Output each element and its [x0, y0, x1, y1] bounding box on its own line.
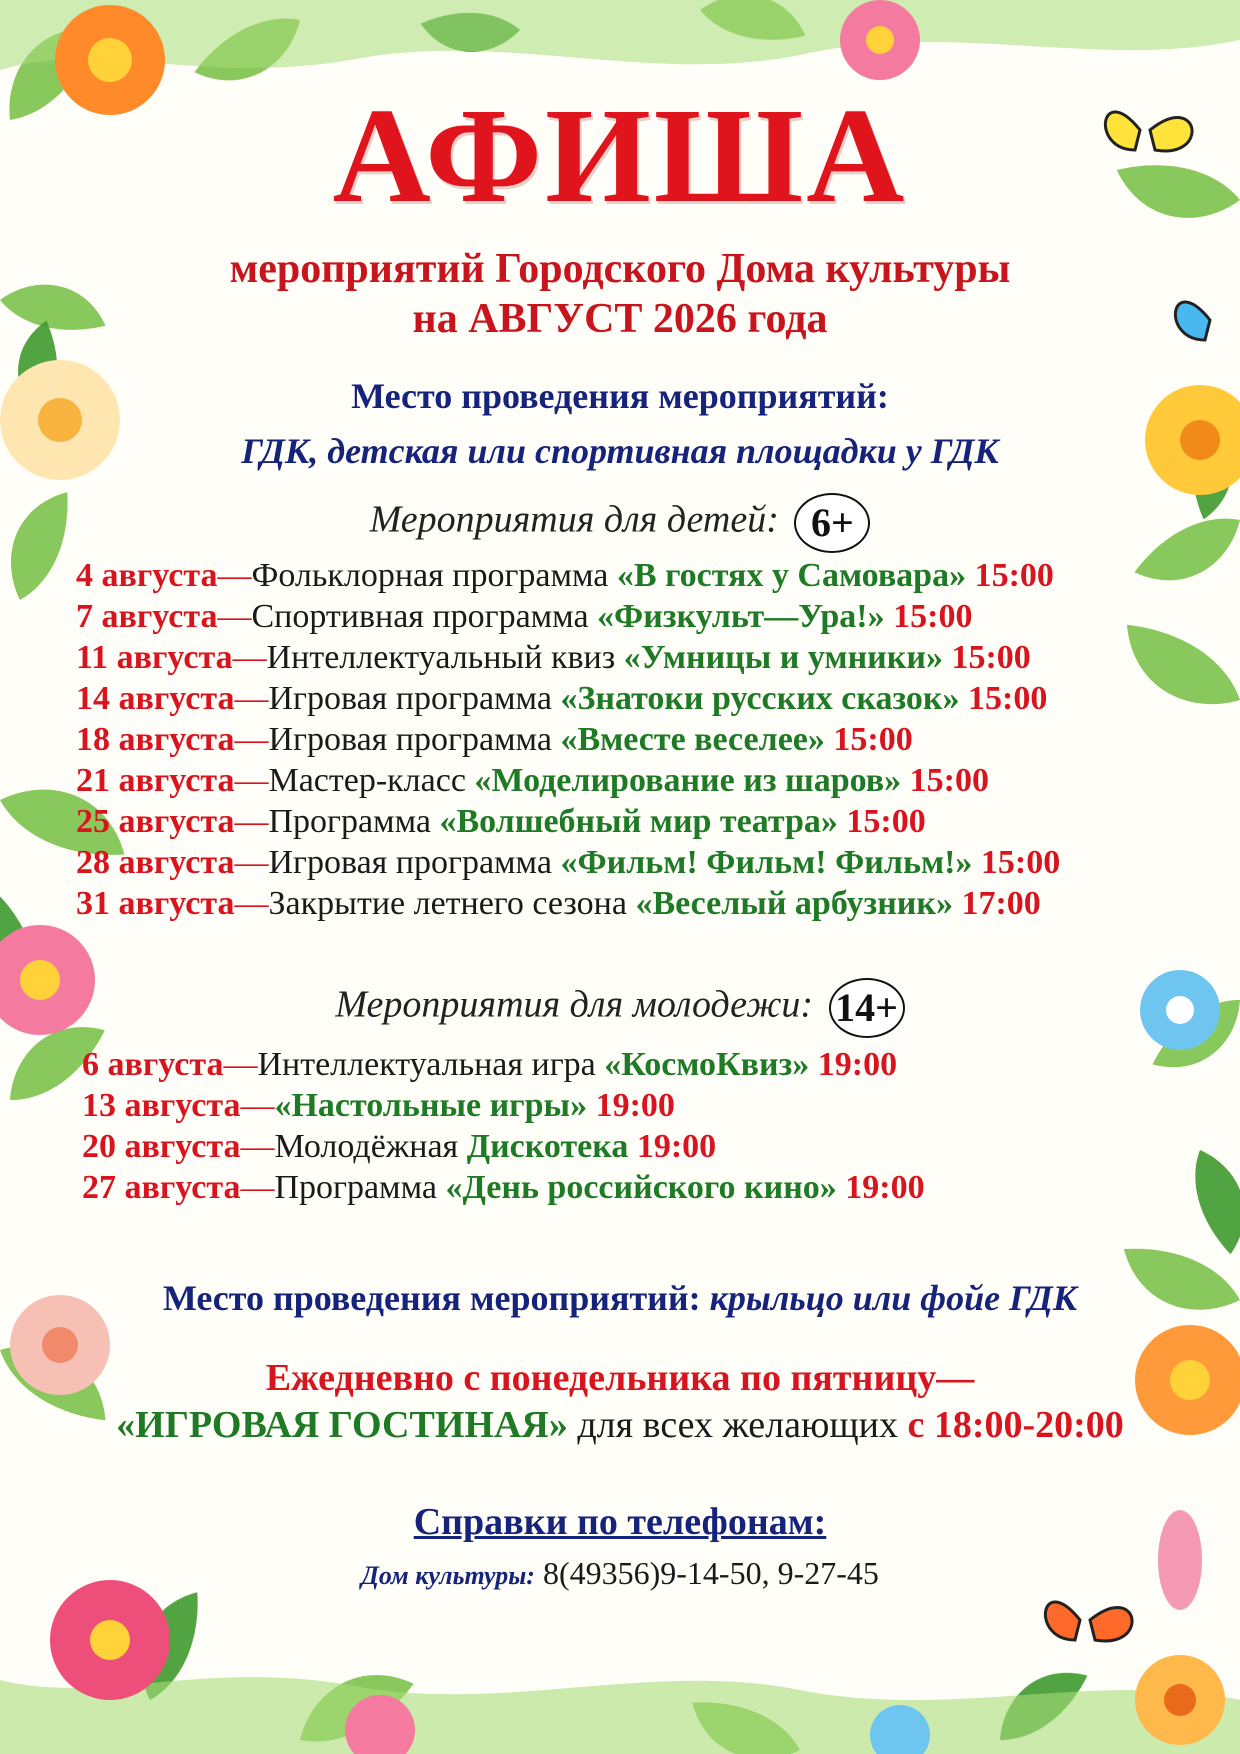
venue2-line: [0, 1277, 1240, 1319]
event-row: 13 августа—«Настольные игры» 19:00: [82, 1087, 675, 1124]
age-badge-6: 6+: [794, 493, 870, 553]
daily-mid: для всех желающих: [567, 1404, 908, 1446]
event-row: 11 августа—Интеллектуальный квиз «Умницы и умники» 15:00: [76, 639, 1031, 676]
youth-section-label: Мероприятия для молодежи:: [335, 983, 814, 1026]
phone-line: [0, 1555, 1240, 1592]
event-row: 6 августа—Интеллектуальная игра «КосмоКвиз» 19:00: [82, 1046, 898, 1083]
event-row: 4 августа—Фольклорная программа «В гостях у Самовара» 15:00: [76, 557, 1054, 594]
event-row: 28 августа—Игровая программа «Фильм! Фильм! Фильм!» 15:00: [76, 844, 1061, 881]
venue2-value: крыльцо или фойе ГДК: [709, 1278, 1078, 1318]
page-title: АФИША: [332, 81, 908, 231]
daily-name: «ИГРОВАЯ ГОСТИНАЯ»: [116, 1404, 568, 1446]
kids-section-header: [0, 493, 1240, 553]
kids-section-label: Мероприятия для детей:: [369, 498, 779, 541]
venue1-label: Место проведения мероприятий:: [351, 376, 889, 416]
subtitle-line2: на АВГУСТ 2026 года: [412, 296, 828, 342]
youth-section-header: [0, 978, 1240, 1038]
subtitle-line1: мероприятий Городского Дома культуры: [229, 246, 1011, 292]
event-row: 7 августа—Спортивная программа «Физкульт—Ура!» 15:00: [76, 598, 973, 635]
daily-line2: [0, 1403, 1240, 1447]
event-row: 31 августа—Закрытие летнего сезона «Веселый арбузник» 17:00: [76, 885, 1041, 922]
daily-line1: Ежедневно с понедельника по пятницу—: [265, 1357, 975, 1399]
event-row: 18 августа—Игровая программа «Вместе веселее» 15:00: [76, 721, 913, 758]
phone-label: Дом культуры:: [361, 1561, 535, 1590]
event-row: 27 августа—Программа «День российского кино» 19:00: [82, 1169, 925, 1206]
event-row: 21 августа—Мастер-класс «Моделирование из шаров» 15:00: [76, 762, 989, 799]
help-title: Справки по телефонам:: [413, 1501, 827, 1543]
event-row: 14 августа—Игровая программа «Знатоки русских сказок» 15:00: [76, 680, 1048, 717]
event-row: 20 августа—Молодёжная Дискотека 19:00: [82, 1128, 717, 1165]
daily-time: с 18:00-20:00: [907, 1404, 1124, 1446]
event-row: 25 августа—Программа «Волшебный мир театра» 15:00: [76, 803, 926, 840]
venue1-value: ГДК, детская или спортивная площадки у ГДК: [241, 431, 999, 471]
venue2-label: Место проведения мероприятий:: [162, 1278, 710, 1318]
age-badge-14: 14+: [829, 978, 905, 1038]
phone-numbers: 8(49356)9-14-50, 9-27-45: [534, 1555, 879, 1591]
